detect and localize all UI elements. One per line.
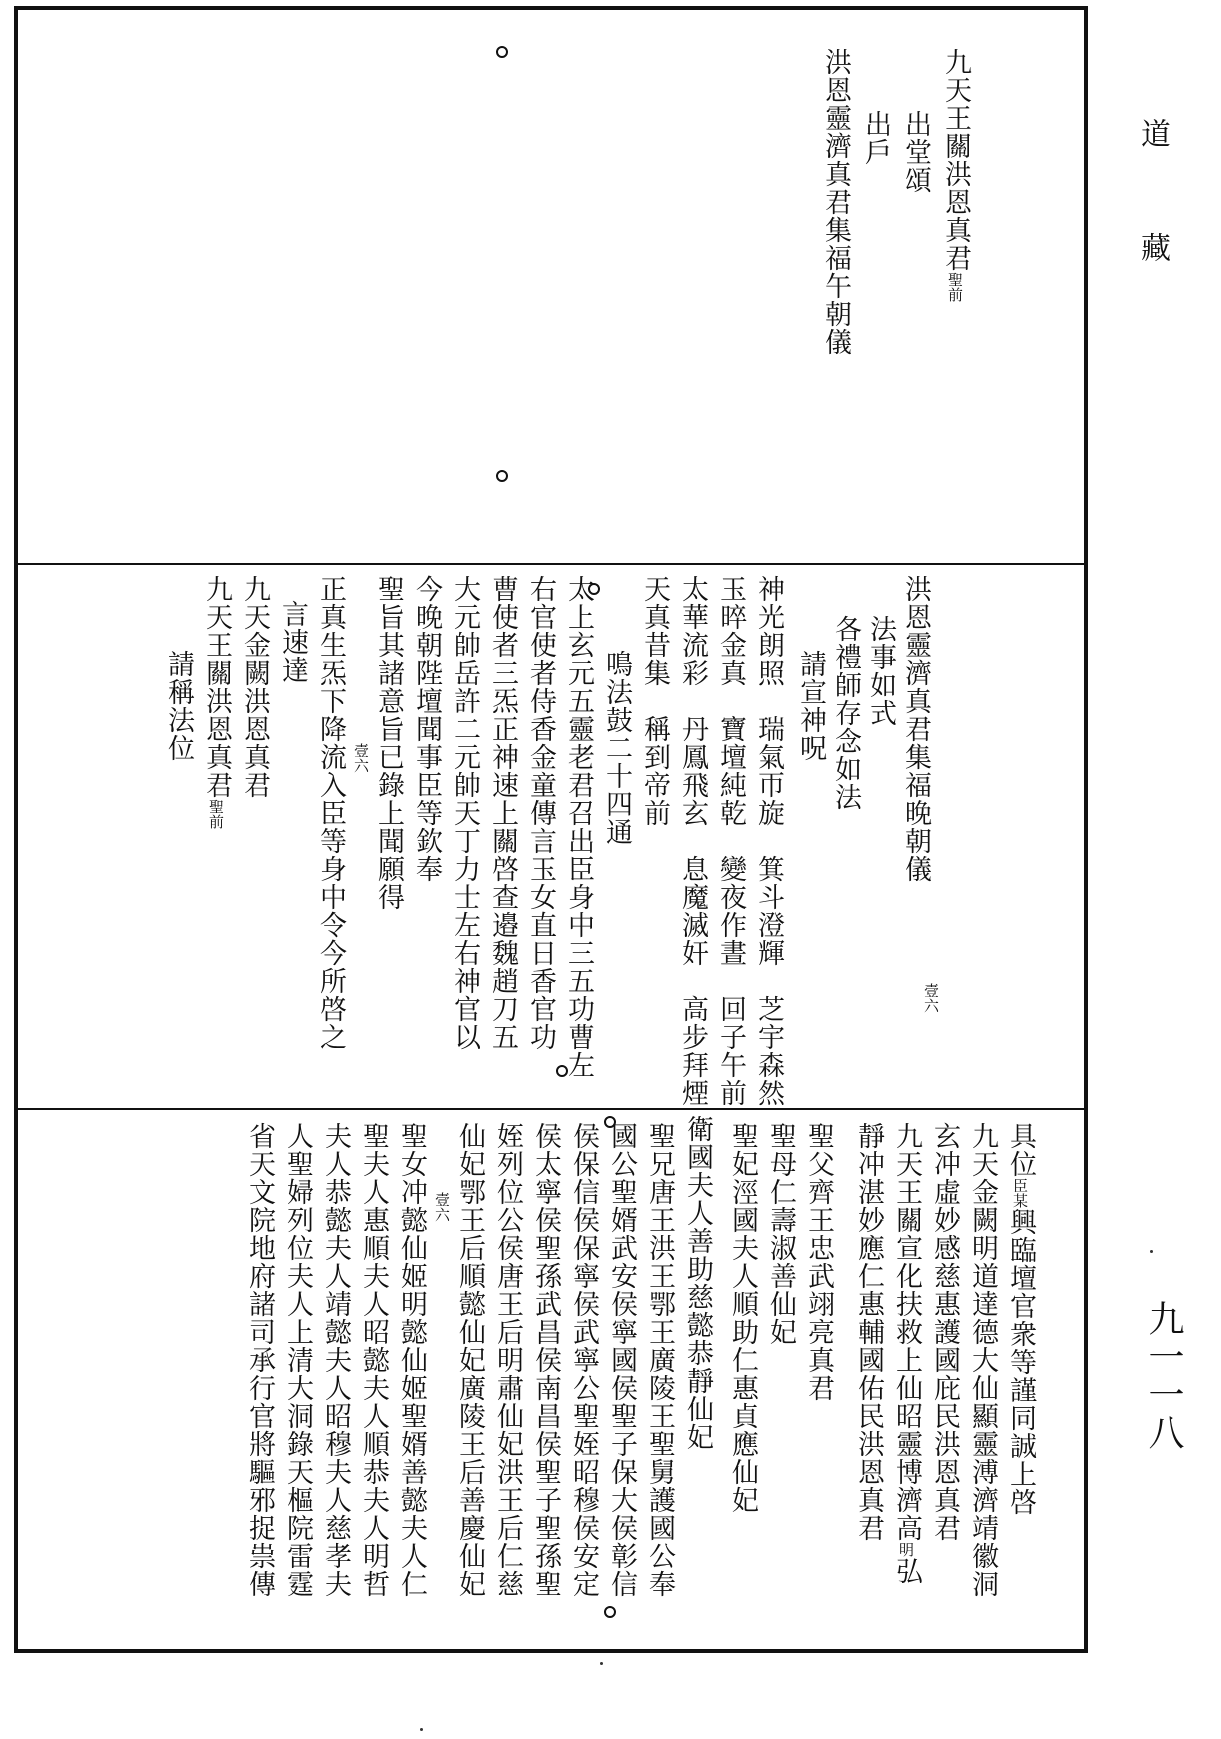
inline-note: 聖前: [946, 272, 964, 302]
text-column: 右官使者侍香金童傳言玉女直日香官功: [525, 575, 556, 1051]
text-column: 省天文院地府諸司承行官將驅邪捉祟傳: [244, 1122, 275, 1598]
text-column: 聖夫人惠順夫人昭懿夫人順恭夫人明哲: [358, 1122, 389, 1598]
panel-evening-rite: [18, 565, 1084, 1108]
column-text: 洪恩靈濟真君集福晚朝儀: [900, 575, 931, 883]
circle-mark: [556, 1065, 568, 1077]
scan-speck: [420, 1728, 423, 1731]
text-column: 九天金闕明道達德大仙顯靈溥濟靖徽洞: [967, 1122, 998, 1598]
text-column: 聖母仁壽淑善仙妃: [765, 1122, 796, 1346]
circle-mark: [588, 583, 600, 595]
text-column: 聖女冲懿仙姬明懿仙姬聖婿善懿夫人仁: [396, 1122, 427, 1598]
text-column: 神光朗照 瑞氣帀旋 箕斗澄輝 芝宇森然: [753, 575, 784, 1107]
text-column: 太上玄元五靈老君召出臣身中三五功曹左: [563, 575, 594, 1079]
page-frame: [14, 6, 1088, 1653]
text-column: [898, 575, 932, 883]
column-text: 九天王關洪恩真君: [940, 48, 971, 272]
inline-note: 臣某: [1011, 1178, 1029, 1208]
text-column: 鳴法鼓二十四通: [601, 650, 632, 846]
text-column: 侯太寧侯聖孫武昌侯南昌侯聖子聖孫聖: [530, 1122, 561, 1598]
inline-note: 壹六: [433, 1192, 451, 1222]
scan-speck: [1150, 1250, 1153, 1253]
text-column: 太華流彩 丹鳳飛玄 息魔滅奸 高步拜煙: [677, 575, 708, 1107]
text-column: 聖父齊王忠武翊亮真君: [803, 1122, 834, 1402]
text-column: 國公聖婿武安侯寧國侯聖子保大侯彰信: [606, 1122, 637, 1598]
text-column: 夫人恭懿夫人靖懿夫人昭穆夫人慈孝夫: [320, 1122, 351, 1598]
text-column: 出堂頌: [900, 110, 931, 194]
text-column: 九天金闕洪恩真君: [239, 575, 270, 799]
text-column: 侯保信侯保寧侯武寧公聖姪昭穆侯安定: [568, 1122, 599, 1598]
text-column: 正真生炁下降流入臣等身中令今所啓之: [315, 575, 346, 1051]
margin-label-bottom: 藏: [1135, 232, 1170, 265]
column-text: 九天王關宣化扶救上仙昭靈博濟高: [891, 1122, 922, 1542]
inline-note: 明: [897, 1542, 915, 1557]
text-column: 衛國夫人善助慈懿恭靜仙妃: [682, 1115, 713, 1451]
column-text: 九天王關洪恩真君: [201, 575, 232, 799]
text-column: 請稱法位: [163, 650, 194, 762]
inline-note: 壹六: [922, 983, 940, 1013]
inline-note: 壹六: [352, 743, 370, 773]
text-column: 聖兄唐王洪王鄂王廣陵王聖舅護國公奉: [644, 1122, 675, 1598]
text-column: 聖旨其諸意旨已錄上聞願得: [373, 575, 404, 911]
column-text: 弘: [891, 1557, 922, 1585]
circle-mark: [604, 1116, 616, 1128]
text-column: 言速達: [277, 600, 308, 684]
margin-label-top: 道: [1135, 118, 1170, 151]
text-column: 出戶: [860, 110, 891, 166]
column-text: 具位: [1005, 1122, 1036, 1178]
inline-note: 聖前: [207, 799, 225, 829]
text-column: 靜冲湛妙應仁惠輔國佑民洪恩真君: [853, 1122, 884, 1542]
panel-midday-rite: [18, 10, 1084, 563]
text-column: 曹使者三炁正神速上關啓查邉魏趙刀五: [487, 575, 518, 1051]
text-column: 大元帥岳許二元帥天丁力士左右神官以: [449, 575, 480, 1051]
text-column: 玄冲虛妙感慈惠護國庇民洪恩真君: [929, 1122, 960, 1542]
circle-mark: [604, 1606, 616, 1618]
text-column: 姪列位公侯唐王后明肅仙妃洪王后仁慈: [492, 1122, 523, 1598]
text-column: 法事如式: [865, 615, 896, 727]
page-number: 九一一八: [1143, 1300, 1184, 1452]
text-column: 仙妃鄂王后順懿仙妃廣陵王后善慶仙妃: [454, 1122, 485, 1598]
text-column: 各禮師存念如法: [830, 615, 861, 811]
text-column: [889, 1122, 923, 1585]
scan-speck: [600, 1662, 603, 1665]
text-column: 今晚朝陛壇聞事臣等欽奉: [411, 575, 442, 883]
text-column: 洪恩靈濟真君集福午朝儀: [820, 48, 851, 356]
circle-mark: [496, 470, 508, 482]
panel-invocation: [18, 1110, 1084, 1653]
text-column: [938, 48, 972, 302]
text-column: 天真昔集 稱到帝前: [639, 575, 670, 827]
text-column: [1003, 1122, 1037, 1516]
text-column: 聖妃涇國夫人順助仁惠貞應仙妃: [727, 1122, 758, 1514]
text-column: 請宣神呪: [795, 650, 826, 762]
text-column: [199, 575, 233, 829]
text-column: 玉晬金真 寶壇純乾 變夜作晝 回子午前: [715, 575, 746, 1107]
circle-mark: [496, 46, 508, 58]
text-column: 人聖婦列位夫人上清大洞錄天樞院雷霆: [282, 1122, 313, 1598]
column-text: 興臨壇官衆等謹同誠上啓: [1005, 1208, 1036, 1516]
